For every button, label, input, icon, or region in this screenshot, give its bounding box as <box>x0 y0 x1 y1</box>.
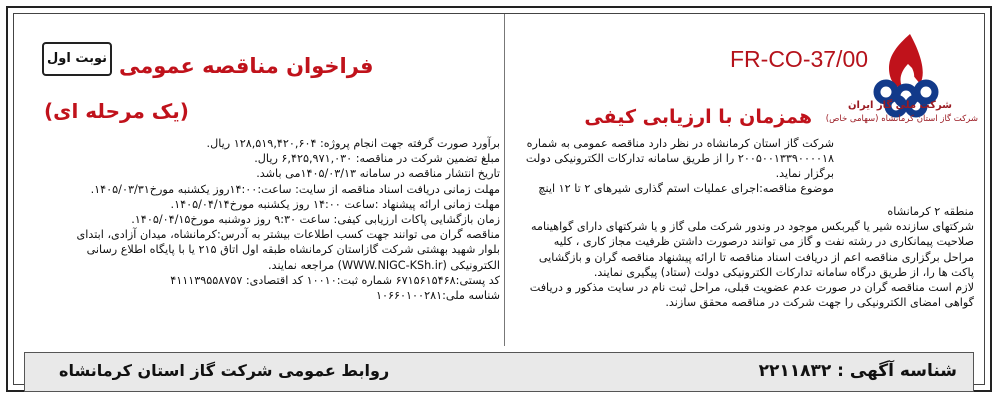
body-line: منطقه ۲ کرمانشاه <box>887 205 974 218</box>
detail-line: مهلت زمانی ارائه پیشنهاد :ساعت ۱۴:۰۰ روز یکشنبه مورخ۱۴۰۵/۰۴/۱۴. <box>170 197 500 211</box>
form-code: FR-CO-37/00 <box>730 46 869 72</box>
intro-line: شرکت گاز استان کرمانشاه در نظر دارد مناقصه عمومی به شماره <box>526 137 834 150</box>
detail-line: برآورد صورت گرفته جهت انجام پروژه: ۱۲۸,۵۱۹,۴۲۰,۶۰۴ ریال. <box>206 137 500 150</box>
public-relations-signature: روابط عمومی شرکت گاز استان کرمانشاه <box>59 361 390 380</box>
intro-line: برگزار نماید. <box>775 167 834 180</box>
body-line: گواهی امضای الکترونیکی را جهت شرکت در مناقصه محقق سازند. <box>665 296 974 310</box>
quality-evaluation-heading: همزمان با ارزیابی کیفی <box>584 106 812 128</box>
detail-line: الکترونیکی (WWW.NIGC-KSh.ir) مراجعه نمایند. <box>268 258 500 272</box>
body-line: لازم است مناقصه گران در صورت عدم عضویت قبلی، مراحل ثبت نام در سایت مذکور و دریافت <box>529 281 974 295</box>
detail-line: زمان بازگشایی پاکات ارزیابی کیفی: ساعت ۹:۳۰ روز دوشنبه مورخ۱۴۰۵/۰۴/۱۵. <box>131 213 500 227</box>
detail-line: بلوار شهید بهشتی شرکت گازاستان کرمانشاه طبقه اول اتاق ۲۱۵ یا با پایگاه اطلاع رسانی <box>86 243 500 257</box>
first-notice-badge: نوبت اول <box>42 42 112 76</box>
intro-line: ۲۰۰۵۰۰۱۳۳۹۰۰۰۰۱۸ را از طریق سامانه تدارکات الکترونیکی دولت <box>525 152 834 165</box>
tender-intro <box>474 136 834 196</box>
logo-caption-province: شرکت گاز استان کرمانشاه (سهامی خاص) <box>825 114 978 124</box>
body-line: پاکت ها را، از طریق درگاه سامانه تدارکات الکترونیکی دولت (ستاد) پیگیری نمایند. <box>593 265 974 279</box>
single-stage-heading: (یک مرحله ای) <box>44 99 189 123</box>
detail-line: شناسه ملی:۱۰۶۶۰۱۰۰۲۸۱ <box>376 289 500 303</box>
detail-line: کد پستی:۶۷۱۵۶۱۵۴۶۸ شماره ثبت:۱۰۰۱۰ کد اقتصادی: ۴۱۱۱۳۹۵۵۸۷۵۷ <box>170 273 500 287</box>
body-line: شرکتهای سازنده شیر یا گیربکس موجود در وندور شرکت ملی گاز و یا شرکتهای دارای گواهینامه <box>531 220 974 234</box>
detail-line: مناقصه گران می توانند جهت کسب اطلاعات بیشتر به آدرس:کرمانشاه، میدان آزادی، ابتدای <box>76 228 500 242</box>
detail-line: تاریخ انتشار مناقصه در سامانه ۱۴۰۵/۰۳/۱۳می باشد. <box>256 167 500 181</box>
notice-id: شناسه آگهی : ۲۲۱۱۸۳۲ <box>758 361 957 381</box>
body-line: صلاحیت پیمانکاری در رشته نفت و گاز می توانند درصورت داشتن ظرفیت مجاز کاری ، کلیه <box>553 235 974 249</box>
intro-line: موضوع مناقصه:اجرای عملیات استم گذاری شیرهای ۲ تا ۱۲ اینچ <box>538 182 834 195</box>
tender-details <box>34 136 500 303</box>
detail-line: مهلت زمانی دریافت اسناد مناقصه از سایت: ساعت:۱۴:۰۰روز یکشنبه مورخ۱۴۰۵/۰۳/۳۱. <box>90 182 500 196</box>
tender-body <box>479 204 974 310</box>
body-line: مراحل برگزاری مناقصه اعم از دریافت اسناد مناقصه تا ارائه پیشنهاد مناقصه گران و بازگشایی <box>538 250 974 264</box>
notice-inner-border <box>13 13 985 385</box>
nigc-logo-icon <box>824 26 974 146</box>
logo-caption-company: شرکت ملی گاز ایران <box>848 100 952 111</box>
column-divider <box>504 14 505 346</box>
notice-footer <box>24 352 974 392</box>
detail-line: مبلغ تضمین شرکت در مناقصه: ۶,۴۲۵,۹۷۱,۰۳۰ ریال. <box>254 152 500 166</box>
tender-notice <box>6 6 992 392</box>
page-title: فراخوان مناقصه عمومی <box>119 54 374 78</box>
